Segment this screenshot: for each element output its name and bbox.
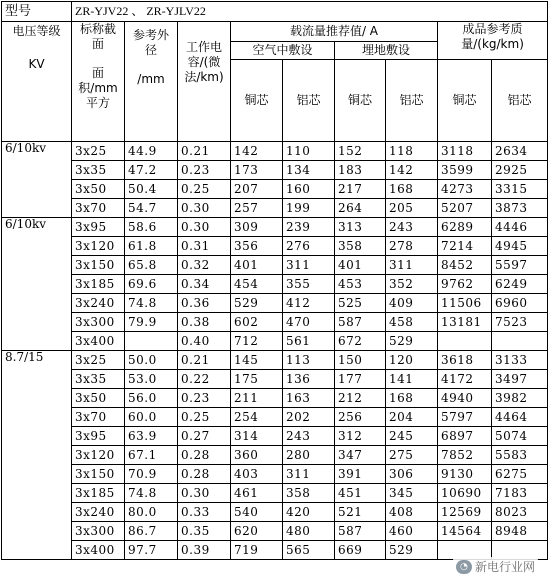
air-laying-header: 空气中敷设 xyxy=(231,42,335,60)
air-aluminum-cell: 199 xyxy=(283,199,335,218)
air-aluminum-cell: 358 xyxy=(283,484,335,503)
weight-copper-cell: 3118 xyxy=(438,142,492,161)
section-cell: 3x185 xyxy=(72,275,125,294)
air-aluminum-cell: 163 xyxy=(283,389,335,408)
ground-aluminum-cell: 408 xyxy=(386,503,438,522)
ampacity-header: 载流量推荐值/ A xyxy=(231,22,438,42)
section-cell: 3x240 xyxy=(72,294,125,313)
diameter-cell: 60.0 xyxy=(125,408,178,427)
table-row xyxy=(2,503,548,522)
air-copper-cell: 314 xyxy=(231,427,283,446)
capacitance-cell: 0.27 xyxy=(178,427,231,446)
ground-copper-cell: 453 xyxy=(335,275,386,294)
diameter-cell: 58.6 xyxy=(125,218,178,237)
ground-aluminum-header: 铝芯 xyxy=(386,60,438,142)
section-cell: 3x300 xyxy=(72,313,125,332)
weight-copper-cell: 4940 xyxy=(438,389,492,408)
air-aluminum-cell: 420 xyxy=(283,503,335,522)
air-aluminum-cell: 561 xyxy=(283,332,335,351)
section-cell: 3x25 xyxy=(72,351,125,370)
capacitance-cell: 0.34 xyxy=(178,275,231,294)
capacitance-cell: 0.35 xyxy=(178,522,231,541)
weight-aluminum-cell: 4446 xyxy=(492,218,548,237)
ground-copper-cell: 177 xyxy=(335,370,386,389)
air-copper-cell: 309 xyxy=(231,218,283,237)
weight-aluminum-cell: 3982 xyxy=(492,389,548,408)
weight-aluminum-cell: 3497 xyxy=(492,370,548,389)
air-copper-cell: 719 xyxy=(231,541,283,560)
capacitance-cell: 0.40 xyxy=(178,332,231,351)
table-row xyxy=(2,522,548,541)
table-row xyxy=(2,199,548,218)
air-aluminum-header: 铝芯 xyxy=(283,60,335,142)
table-row xyxy=(2,294,548,313)
capacitance-cell: 0.30 xyxy=(178,199,231,218)
ground-copper-cell: 152 xyxy=(335,142,386,161)
ground-aluminum-cell: 141 xyxy=(386,370,438,389)
capacitance-cell: 0.28 xyxy=(178,446,231,465)
weight-copper-cell: 14564 xyxy=(438,522,492,541)
ground-copper-cell: 264 xyxy=(335,199,386,218)
section-cell: 3x95 xyxy=(72,218,125,237)
section-cell: 3x25 xyxy=(72,142,125,161)
section-cell: 3x120 xyxy=(72,446,125,465)
table-row xyxy=(2,237,548,256)
weight-copper-cell: 10690 xyxy=(438,484,492,503)
air-copper-cell: 602 xyxy=(231,313,283,332)
weight-copper-cell: 9762 xyxy=(438,275,492,294)
ground-aluminum-cell: 529 xyxy=(386,541,438,560)
diameter-cell: 65.8 xyxy=(125,256,178,275)
ground-copper-cell: 256 xyxy=(335,408,386,427)
capacitance-cell: 0.21 xyxy=(178,142,231,161)
table-row xyxy=(2,351,548,370)
air-aluminum-cell: 134 xyxy=(283,161,335,180)
diameter-cell: 80.0 xyxy=(125,503,178,522)
diameter-cell: 97.7 xyxy=(125,541,178,560)
capacitance-cell: 0.39 xyxy=(178,541,231,560)
air-copper-cell: 142 xyxy=(231,142,283,161)
table-row xyxy=(2,446,548,465)
air-aluminum-cell: 470 xyxy=(283,313,335,332)
weight-aluminum-cell: 6960 xyxy=(492,294,548,313)
weight-copper-cell: 6897 xyxy=(438,427,492,446)
section-bottom-label: 面积/mm平方 xyxy=(78,66,118,110)
air-aluminum-cell: 202 xyxy=(283,408,335,427)
table-row xyxy=(2,218,548,237)
air-aluminum-cell: 565 xyxy=(283,541,335,560)
section-cell: 3x95 xyxy=(72,427,125,446)
section-cell: 3x400 xyxy=(72,541,125,560)
air-aluminum-cell: 412 xyxy=(283,294,335,313)
table-row xyxy=(2,465,548,484)
capacitance-cell: 0.30 xyxy=(178,218,231,237)
diameter-cell: 56.0 xyxy=(125,389,178,408)
ground-aluminum-cell: 204 xyxy=(386,408,438,427)
air-copper-header: 铜芯 xyxy=(231,60,283,142)
section-cell: 3x50 xyxy=(72,180,125,199)
diameter-cell: 79.9 xyxy=(125,313,178,332)
diameter-cell: 44.9 xyxy=(125,142,178,161)
ground-copper-cell: 391 xyxy=(335,465,386,484)
weight-copper-header: 铜芯 xyxy=(438,60,492,142)
capacitance-cell: 0.38 xyxy=(178,313,231,332)
capacitance-cell: 0.31 xyxy=(178,237,231,256)
air-copper-cell: 540 xyxy=(231,503,283,522)
diameter-header xyxy=(125,22,178,142)
air-aluminum-cell: 311 xyxy=(283,256,335,275)
ground-aluminum-cell: 409 xyxy=(386,294,438,313)
ground-aluminum-cell: 275 xyxy=(386,446,438,465)
wechat-logo-icon: ◔ xyxy=(456,560,472,574)
air-copper-cell: 360 xyxy=(231,446,283,465)
weight-aluminum-cell: 2925 xyxy=(492,161,548,180)
air-copper-cell: 620 xyxy=(231,522,283,541)
weight-header: 成品参考质量/(kg/km) xyxy=(438,22,548,60)
weight-aluminum-cell: 3133 xyxy=(492,351,548,370)
capacitance-header xyxy=(178,22,231,142)
ground-copper-cell: 358 xyxy=(335,237,386,256)
weight-copper-cell: 5207 xyxy=(438,199,492,218)
watermark-text: 新电行业网 xyxy=(474,560,535,574)
ground-aluminum-cell: 345 xyxy=(386,484,438,503)
air-copper-cell: 145 xyxy=(231,351,283,370)
air-aluminum-cell: 280 xyxy=(283,446,335,465)
section-cell: 3x50 xyxy=(72,389,125,408)
capacitance-cell: 0.25 xyxy=(178,408,231,427)
table-row xyxy=(2,427,548,446)
ground-copper-cell: 521 xyxy=(335,503,386,522)
ground-aluminum-cell: 460 xyxy=(386,522,438,541)
table-row xyxy=(2,408,548,427)
diameter-cell: 50.0 xyxy=(125,351,178,370)
weight-aluminum-cell: 7523 xyxy=(492,313,548,332)
voltage-cell: 6/10kv xyxy=(2,142,72,218)
weight-aluminum-cell: 4464 xyxy=(492,408,548,427)
capacitance-cell: 0.28 xyxy=(178,465,231,484)
section-header xyxy=(72,22,125,142)
air-copper-cell: 173 xyxy=(231,161,283,180)
weight-aluminum-cell: 4945 xyxy=(492,237,548,256)
model-value: ZR-YJV22 、 ZR-YJLV22 xyxy=(72,2,548,22)
diameter-cell: 70.9 xyxy=(125,465,178,484)
air-copper-cell: 175 xyxy=(231,370,283,389)
section-cell: 3x35 xyxy=(72,370,125,389)
ground-copper-header: 铜芯 xyxy=(335,60,386,142)
voltage-label: 电压等级 xyxy=(12,24,61,38)
capacitance-cell: 0.23 xyxy=(178,161,231,180)
model-label: 型号 xyxy=(2,2,72,22)
ground-laying-header: 埋地敷设 xyxy=(335,42,438,60)
air-copper-cell: 356 xyxy=(231,237,283,256)
section-cell: 3x185 xyxy=(72,484,125,503)
voltage-cell: 6/10kv xyxy=(2,218,72,351)
ground-aluminum-cell: 120 xyxy=(386,351,438,370)
air-copper-cell: 712 xyxy=(231,332,283,351)
ground-aluminum-cell: 168 xyxy=(386,180,438,199)
air-aluminum-cell: 110 xyxy=(283,142,335,161)
air-copper-cell: 257 xyxy=(231,199,283,218)
voltage-header xyxy=(2,22,72,142)
ground-aluminum-cell: 311 xyxy=(386,256,438,275)
capacitance-cell: 0.30 xyxy=(178,484,231,503)
weight-copper-cell: 3618 xyxy=(438,351,492,370)
ground-aluminum-cell: 243 xyxy=(386,218,438,237)
section-cell: 3x400 xyxy=(72,332,125,351)
capacitance-label: 工作电容/(微法/km) xyxy=(184,40,224,84)
table-row xyxy=(2,370,548,389)
diameter-cell: 61.8 xyxy=(125,237,178,256)
capacitance-cell: 0.21 xyxy=(178,351,231,370)
weight-aluminum-cell: 5597 xyxy=(492,256,548,275)
weight-aluminum-cell: 3873 xyxy=(492,199,548,218)
ground-aluminum-cell: 245 xyxy=(386,427,438,446)
table-row xyxy=(2,332,548,351)
section-cell: 3x150 xyxy=(72,465,125,484)
table-row xyxy=(2,313,548,332)
diameter-unit: /mm xyxy=(137,72,165,86)
ground-copper-cell: 401 xyxy=(335,256,386,275)
diameter-cell: 86.7 xyxy=(125,522,178,541)
section-cell: 3x150 xyxy=(72,256,125,275)
voltage-cell: 8.7/15 xyxy=(2,351,72,560)
ground-copper-cell: 587 xyxy=(335,313,386,332)
ground-copper-cell: 587 xyxy=(335,522,386,541)
weight-copper-cell: 13181 xyxy=(438,313,492,332)
table-row xyxy=(2,180,548,199)
weight-aluminum-cell: 3315 xyxy=(492,180,548,199)
ground-copper-cell: 669 xyxy=(335,541,386,560)
ground-copper-cell: 347 xyxy=(335,446,386,465)
air-copper-cell: 401 xyxy=(231,256,283,275)
weight-aluminum-cell: 8948 xyxy=(492,522,548,541)
diameter-cell: 69.6 xyxy=(125,275,178,294)
air-aluminum-cell: 113 xyxy=(283,351,335,370)
air-copper-cell: 461 xyxy=(231,484,283,503)
weight-copper-cell: 9130 xyxy=(438,465,492,484)
ground-copper-cell: 451 xyxy=(335,484,386,503)
ground-aluminum-cell: 142 xyxy=(386,161,438,180)
weight-copper-cell: 4273 xyxy=(438,180,492,199)
air-aluminum-cell: 355 xyxy=(283,275,335,294)
weight-copper-cell: 12569 xyxy=(438,503,492,522)
section-cell: 3x300 xyxy=(72,522,125,541)
section-cell: 3x240 xyxy=(72,503,125,522)
weight-copper-cell: 7214 xyxy=(438,237,492,256)
air-copper-cell: 207 xyxy=(231,180,283,199)
voltage-unit: KV xyxy=(28,57,45,71)
air-copper-cell: 254 xyxy=(231,408,283,427)
ground-aluminum-cell: 352 xyxy=(386,275,438,294)
weight-copper-cell: 8452 xyxy=(438,256,492,275)
weight-copper-cell: 3599 xyxy=(438,161,492,180)
capacitance-cell: 0.36 xyxy=(178,294,231,313)
air-aluminum-cell: 276 xyxy=(283,237,335,256)
watermark-badge xyxy=(453,557,538,576)
section-top-label: 标称截面 xyxy=(79,22,116,51)
air-aluminum-cell: 243 xyxy=(283,427,335,446)
ground-copper-cell: 183 xyxy=(335,161,386,180)
weight-aluminum-cell xyxy=(492,332,548,351)
weight-aluminum-cell: 8023 xyxy=(492,503,548,522)
cable-spec-table xyxy=(1,1,548,560)
weight-aluminum-cell: 5583 xyxy=(492,446,548,465)
diameter-cell: 53.0 xyxy=(125,370,178,389)
diameter-cell: 74.8 xyxy=(125,484,178,503)
ground-copper-cell: 525 xyxy=(335,294,386,313)
ground-copper-cell: 672 xyxy=(335,332,386,351)
section-cell: 3x70 xyxy=(72,408,125,427)
air-copper-cell: 211 xyxy=(231,389,283,408)
table-row xyxy=(2,389,548,408)
section-cell: 3x70 xyxy=(72,199,125,218)
diameter-cell: 67.1 xyxy=(125,446,178,465)
ground-aluminum-cell: 529 xyxy=(386,332,438,351)
air-copper-cell: 403 xyxy=(231,465,283,484)
capacitance-cell: 0.23 xyxy=(178,389,231,408)
weight-copper-cell: 11506 xyxy=(438,294,492,313)
ground-aluminum-cell: 118 xyxy=(386,142,438,161)
table-row xyxy=(2,161,548,180)
diameter-cell: 54.7 xyxy=(125,199,178,218)
diameter-cell: 50.4 xyxy=(125,180,178,199)
table-row xyxy=(2,256,548,275)
weight-copper-cell: 4172 xyxy=(438,370,492,389)
diameter-cell: 74.8 xyxy=(125,294,178,313)
weight-aluminum-cell: 2634 xyxy=(492,142,548,161)
weight-aluminum-cell: 6275 xyxy=(492,465,548,484)
ground-copper-cell: 150 xyxy=(335,351,386,370)
ground-aluminum-cell: 168 xyxy=(386,389,438,408)
weight-aluminum-cell: 7183 xyxy=(492,484,548,503)
weight-copper-cell: 6289 xyxy=(438,218,492,237)
section-cell: 3x35 xyxy=(72,161,125,180)
weight-aluminum-cell: 5074 xyxy=(492,427,548,446)
ground-aluminum-cell: 306 xyxy=(386,465,438,484)
table-row xyxy=(2,275,548,294)
weight-copper-cell: 5797 xyxy=(438,408,492,427)
capacitance-cell: 0.32 xyxy=(178,256,231,275)
ground-copper-cell: 217 xyxy=(335,180,386,199)
air-copper-cell: 454 xyxy=(231,275,283,294)
section-cell: 3x120 xyxy=(72,237,125,256)
ground-copper-cell: 212 xyxy=(335,389,386,408)
air-aluminum-cell: 480 xyxy=(283,522,335,541)
weight-copper-cell xyxy=(438,332,492,351)
diameter-cell: 63.9 xyxy=(125,427,178,446)
ground-aluminum-cell: 278 xyxy=(386,237,438,256)
diameter-cell: 47.2 xyxy=(125,161,178,180)
weight-aluminum-header: 铝芯 xyxy=(492,60,548,142)
table-row xyxy=(2,484,548,503)
ground-aluminum-cell: 205 xyxy=(386,199,438,218)
capacitance-cell: 0.25 xyxy=(178,180,231,199)
capacitance-cell: 0.33 xyxy=(178,503,231,522)
diameter-label: 参考外径 xyxy=(132,28,169,57)
ground-copper-cell: 313 xyxy=(335,218,386,237)
air-aluminum-cell: 160 xyxy=(283,180,335,199)
air-aluminum-cell: 239 xyxy=(283,218,335,237)
ground-aluminum-cell: 458 xyxy=(386,313,438,332)
ground-copper-cell: 312 xyxy=(335,427,386,446)
capacitance-cell: 0.22 xyxy=(178,370,231,389)
weight-aluminum-cell: 6249 xyxy=(492,275,548,294)
air-aluminum-cell: 311 xyxy=(283,465,335,484)
air-aluminum-cell: 136 xyxy=(283,370,335,389)
table-row xyxy=(2,142,548,161)
air-copper-cell: 529 xyxy=(231,294,283,313)
weight-copper-cell: 7852 xyxy=(438,446,492,465)
diameter-cell xyxy=(125,332,178,351)
